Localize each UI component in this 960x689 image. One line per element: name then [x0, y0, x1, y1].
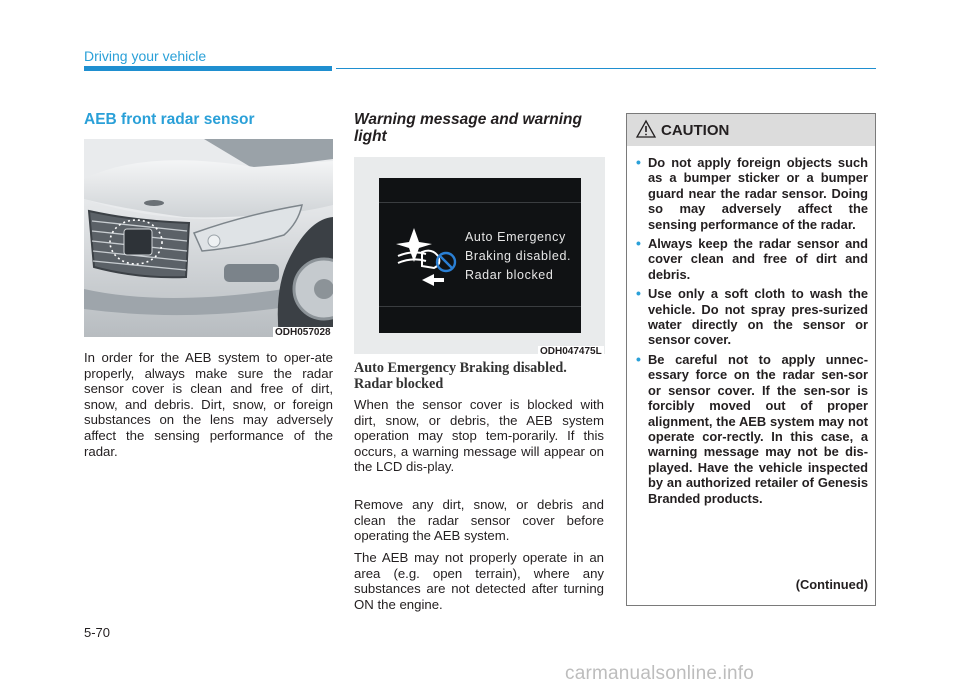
aeb-warning-icon [392, 222, 464, 292]
caution-item-text: Be careful not to apply unnec-essary force on the radar sen-sor or sensor cover. If the sen-sor is forcibly moved out of proper alignment, the AEB system may not operate cor-rectly. In this case, a warning message may not be dis-played. Have the vehicle inspected by an authorized retailer of Genesis Branded products. [648, 351, 868, 506]
caution-list [636, 155, 868, 510]
bullet-icon: • [636, 235, 641, 252]
caution-item-text: Always keep the radar sensor and cover clean and free of dirt and debris. [648, 236, 868, 282]
caution-title: CAUTION [661, 122, 730, 139]
page-number: 5-70 [84, 625, 111, 640]
caution-item-text: Use only a soft cloth to wash the vehicle. Do not spray pres-surized water directly on the sensor or sensor cover. [648, 286, 868, 348]
lcd-divider-bottom [379, 306, 581, 307]
bullet-icon: • [636, 350, 641, 367]
continued-label: (Continued) [795, 577, 868, 592]
caution-item [636, 286, 868, 348]
car-front-drawing [84, 139, 333, 337]
caution-item [636, 155, 868, 232]
header-rule-thick [84, 66, 332, 71]
lcd-image-code: ODH047475L [540, 346, 602, 357]
warning-triangle-icon [635, 119, 657, 139]
open-terrain-paragraph: The AEB may not properly operate in an area (e.g. open terrain), where any substances are not detected after turning ON the engine. [354, 550, 604, 612]
watermark: carmanualsonline.info [565, 663, 755, 684]
lcd-line-1: Auto Emergency [465, 230, 566, 244]
aeb-sensor-paragraph: In order for the AEB system to oper-ate properly, always make sure the radar sensor cover is clean and free of dirt, snow, and debris. Dirt, snow, or foreign substances on the lens may adversely affect the sensing performance of the radar. [84, 350, 333, 459]
car-image-code-wrap [273, 322, 333, 340]
bullet-icon: • [636, 154, 641, 170]
lcd-line-2: Braking disabled. [465, 249, 572, 263]
car-image-code: ODH057028 [275, 327, 331, 338]
caution-item [636, 352, 868, 506]
lcd-image-code-wrap [538, 341, 604, 359]
caution-item [636, 236, 868, 282]
remove-debris-paragraph: Remove any dirt, snow, or debris and clean the radar sensor cover before operating the AEB system. [354, 497, 604, 544]
header-rule-thin [336, 68, 876, 69]
section-title: Driving your vehicle [84, 48, 207, 64]
caution-item-text: Do not apply foreign objects such as a bumper sticker or a bumper guard near the radar sensor. Doing so may adversely affect the sensing performance of the radar. [648, 155, 868, 232]
warning-heading: Warning message and warning light [354, 111, 582, 145]
blocked-paragraph: When the sensor cover is blocked with dirt, snow, or debris, the AEB system operation may stop tem-porarily. If this occurs, a warning message will appear on the LCD dis-play. [354, 397, 604, 475]
aeb-sensor-heading: AEB front radar sensor [84, 111, 255, 128]
lcd-message [465, 228, 571, 285]
lcd-line-3: Radar blocked [465, 268, 554, 282]
message-subheading: Auto Emergency Braking disabled. Radar blocked [354, 360, 567, 392]
bullet-icon: • [636, 285, 641, 302]
lcd-divider-top [379, 202, 581, 203]
car-front-illustration [84, 139, 333, 337]
